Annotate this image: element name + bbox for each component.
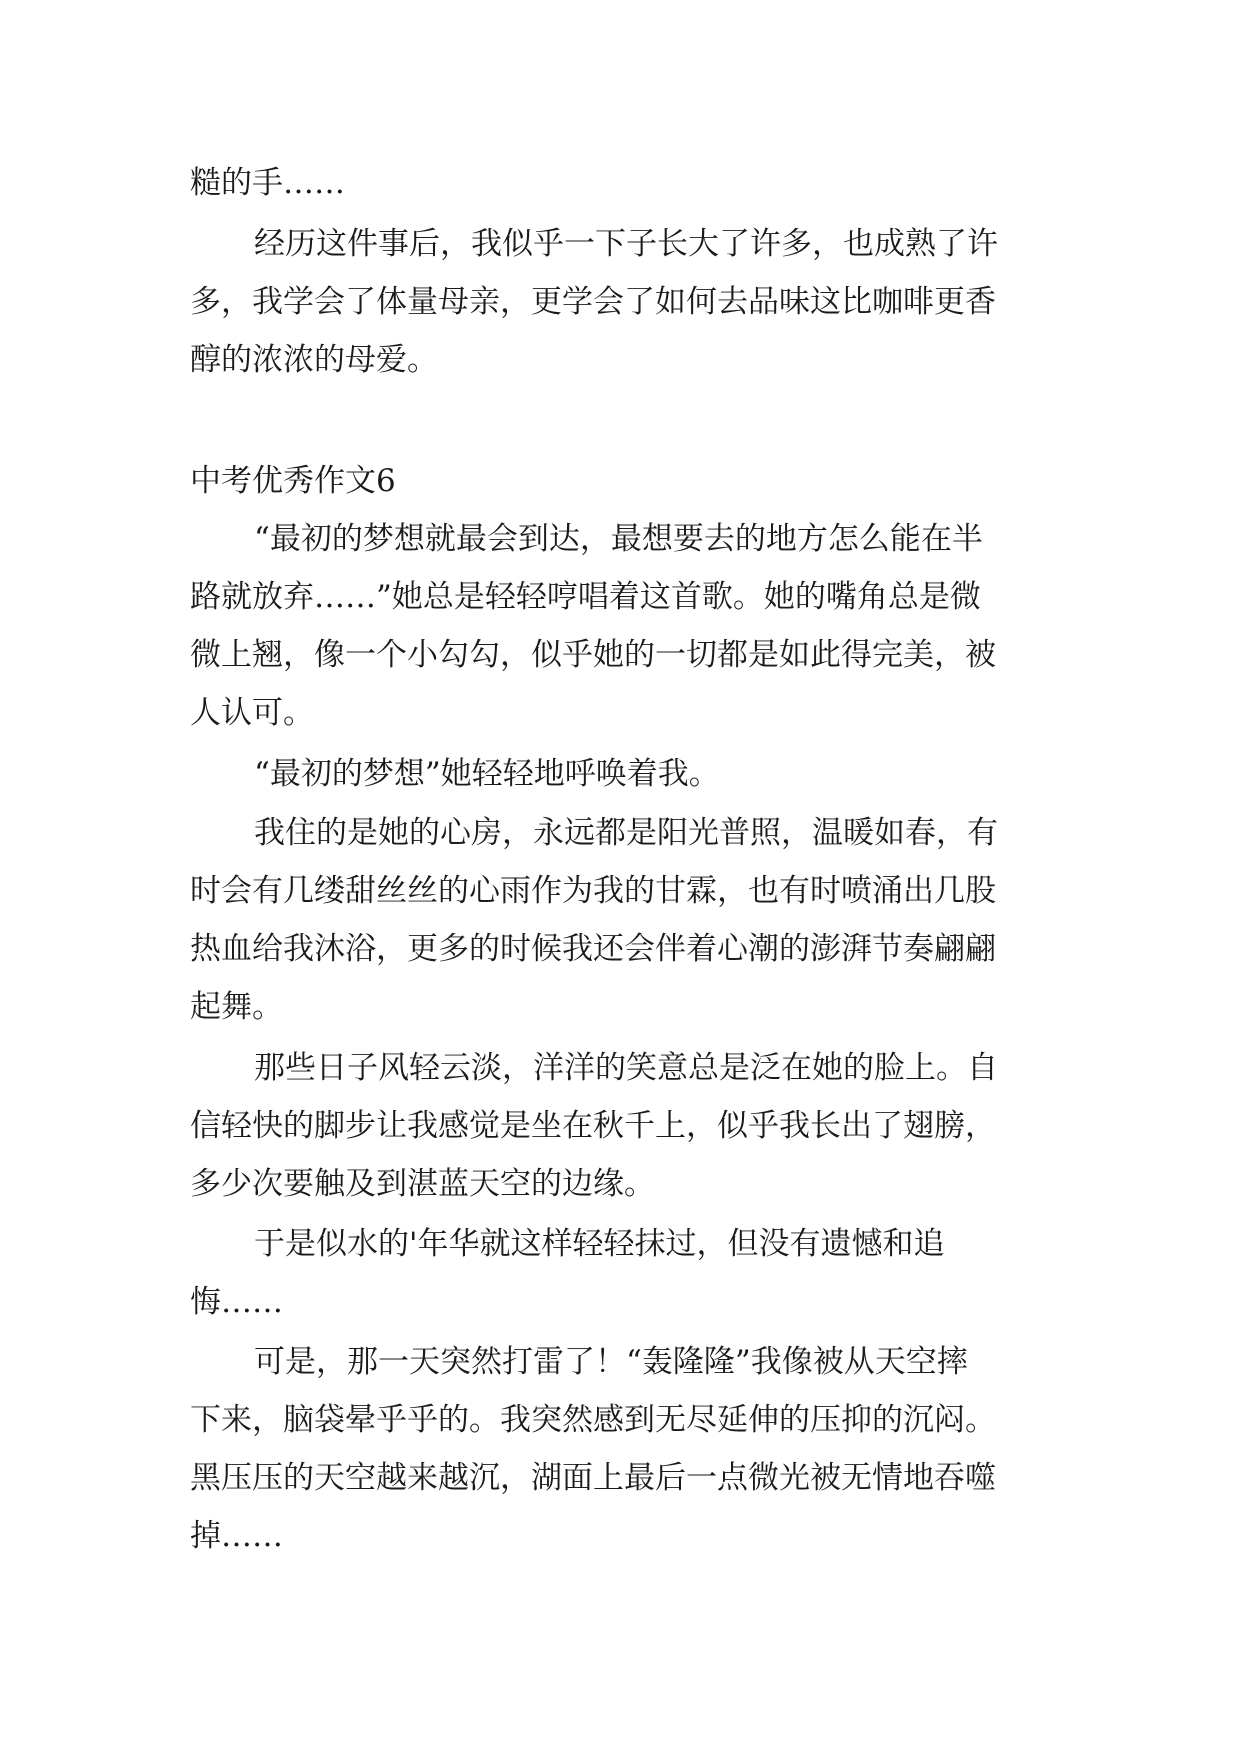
paragraph-line: 黑压压的天空越来越沉，湖面上最后一点微光被无情地吞噬 [190, 1460, 996, 1496]
paragraph-line: 多，我学会了体量母亲，更学会了如何去品味这比咖啡更香 [190, 284, 996, 320]
paragraph-line: 热血给我沐浴，更多的时候我还会伴着心潮的澎湃节奏翩翩 [190, 931, 996, 967]
paragraph-line: 时会有几缕甜丝丝的心雨作为我的甘霖，也有时喷涌出几股 [190, 873, 996, 909]
paragraph-line: 人认可。 [190, 695, 314, 731]
section-paragraph-4 [190, 1039, 1050, 1213]
paragraph-line: 可是，那一天突然打雷了！“轰隆隆”我像被从天空摔 [254, 1344, 968, 1380]
paragraph-line: 悔…… [190, 1284, 283, 1320]
paragraph-line: 糙的手…… [190, 165, 345, 201]
section-paragraph-1 [190, 510, 1050, 742]
top-paragraph-2 [190, 215, 1050, 389]
section-heading-block [190, 452, 1050, 510]
paragraph-line: 我住的是她的心房，永远都是阳光普照，温暖如春，有 [254, 815, 998, 851]
paragraph-line: 微上翘，像一个小勾勾，似乎她的一切都是如此得完美，被 [190, 637, 996, 673]
paragraph-line: 那些日子风轻云淡，洋洋的笑意总是泛在她的脸上。自 [254, 1050, 998, 1086]
paragraph-line: 掉…… [190, 1518, 283, 1554]
paragraph-line: 醇的浓浓的母爱。 [190, 342, 438, 378]
section-paragraph-3 [190, 804, 1050, 1036]
section-paragraph-5 [190, 1215, 1050, 1331]
paragraph-line: 信轻快的脚步让我感觉是坐在秋千上，似乎我长出了翅膀， [190, 1108, 996, 1144]
paragraph-line: “最初的梦想”她轻轻地呼唤着我。 [254, 756, 720, 792]
top-text-block [190, 154, 1050, 212]
section-paragraph-6 [190, 1333, 1050, 1565]
paragraph-line: 起舞。 [190, 989, 283, 1025]
section-paragraph-2 [190, 745, 1050, 803]
section-title: 中考优秀作文6 [190, 463, 396, 499]
paragraph-line: 多少次要触及到湛蓝天空的边缘。 [190, 1166, 655, 1202]
paragraph-line: 路就放弃……”她总是轻轻哼唱着这首歌。她的嘴角总是微 [190, 579, 981, 615]
paragraph-line: 于是似水的'年华就这样轻轻抹过，但没有遗憾和追 [254, 1226, 945, 1262]
paragraph-line: 经历这件事后，我似乎一下子长大了许多，也成熟了许 [254, 226, 998, 262]
paragraph-line: 下来，脑袋晕乎乎的。我突然感到无尽延伸的压抑的沉闷。 [190, 1402, 996, 1438]
paragraph-line: “最初的梦想就最会到达，最想要去的地方怎么能在半 [254, 521, 983, 557]
